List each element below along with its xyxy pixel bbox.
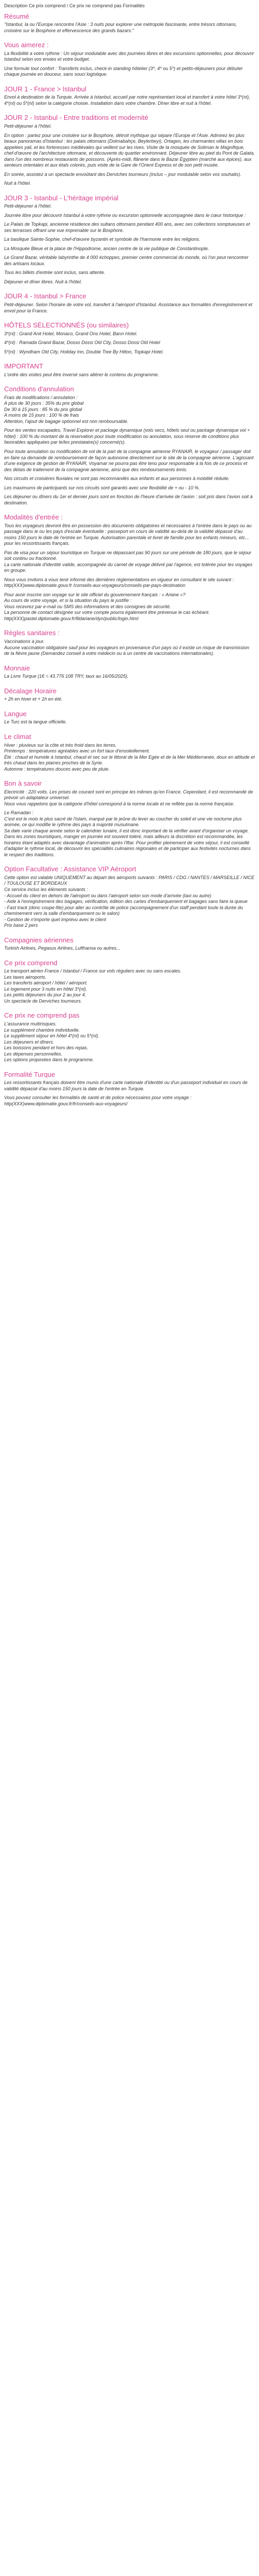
section-heading: Le climat <box>4 732 32 741</box>
section-heading: Conditions d'annulation <box>4 385 74 393</box>
section-paragraph: L'assurance multirisques. Le supplément chambre individuelle. Le supplément séjour en hôtel 4*(nl) ou 5*(nl). Les déjeuners et dîners. Les boissons pendant et hors des repas. Les dépenses personnelles. Les options proposées dans le programme. <box>4 1021 99 1063</box>
section-paragraph: Envol à destination de la Turquie. Arrivée à Istanbul, accueil par notre représentant local et transfert à votre hôtel 3*(nl), 4*(nl) ou 5*(nl) selon la catégorie choisie. Installation dans votre chambre. Dîner libre et nuit à l'hôtel. <box>4 94 250 106</box>
section-paragraph: Une formule tout confort : Transferts inclus, check-in standing hôtelier (3*, 4* ou 5*) et petits-déjeuners pour débuter chaque journée en douceur, sans souci logistique. <box>4 65 243 77</box>
section-paragraph: Pour les ventes escapades, Travel Explorer et package dynamique (vols secs, hôtels seul ou package dynamique vol + hôtel) : 100 % du montant de la réservation pour toute modification ou annulation, sous réserve de conditions plus favorables appliquées par le/les prestataire(s) concerné(s). <box>4 428 250 445</box>
section-paragraph: En option : partez pour une croisière sur le Bosphore, détroit mythique qui sépare l'Europe et l'Asie. Admirez les plus beaux panoramas d'Istanbul : les palais ottomans (Dolmabahçe, Beylerbeyi), Ortagen, les charmantes villas en bois appelées yali, et les forteresses médiévales qui veillent sur les rives. Visite de la mosquée de Soliman le Magnifique, chef-d'œuvre de l'architecture ottomane, et découverte du quartier environnant. Déjeuner libre au pied du Pont de Galata, dans l'un des nombreux restaurants de poissons. (Après-midi, flânerie dans le Bazar Égyptien (marché aux épices), aux senteurs orientales et aux étals colorés, puis visite de la Gare de l'Orient Express et de son petit musée. <box>4 132 255 168</box>
section-paragraph: Petit-déjeuner à l'hôtel. <box>4 203 52 209</box>
section-paragraph: Les ressortissants français doivent être munis d'une carte nationale d'identité ou d'un passeport individuel en cours de validité dépassé d'au moins 150 jours la date de l'entrée en Turquie. <box>4 1080 248 1091</box>
section-heading: Compagnies aériennes <box>4 936 74 944</box>
section-heading: Vous aimerez : <box>4 41 49 49</box>
section-paragraph: La Mosquée Bleue et la place de l'Hippodrome, ancien centre de la vie publique de Constantinople. <box>4 245 209 251</box>
section-heading: JOUR 3 - Istanbul - L'héritage impérial <box>4 194 119 202</box>
section-heading: Formalité Turque <box>4 1070 55 1078</box>
section-heading: Bon à savoir <box>4 779 42 788</box>
section-paragraph: Cette option est valable UNIQUEMENT au départ des aéroports suivants : PARIS / CDG / NANTES / MARSEILLE / NICE / TOULOUSE ET BORDEAUX Ce service inclus les éléments suivants : - Accueil du client en dehors de l'aéroport ou dans l'aéroport selon son mode d'arrivée (taxi ou autre) - Aide à l'enregistrement des bagages, vérification, édition des cartes d'embarquement et bagages sans faire la queue - Fast track (donc coupe-file) pour aller au contrôle de police (accompagnement d'un staff pendant toute la durée du cheminement vers la salle d'embarquement ou le salon) - Gestion de n'importe quel imprévu avec le client Prix base 2 pers <box>4 874 255 928</box>
section-paragraph: En soirée, assistez à un spectacle envoûtant des Derviches tourneurs (inclus – jour modulable selon vos souhaits). <box>4 171 241 177</box>
section-paragraph: 5*(nl) : Wyndham Old City, Holiday Inn, Double Tree By Hilton, Topkapi Hotel. <box>4 349 164 354</box>
section-paragraph: Tous les billets d'entrée sont inclus, sans attente. <box>4 270 105 276</box>
section-heading: Règles sanitaires : <box>4 629 60 637</box>
section-paragraph: La flexibilité a votre rythme : Un séjour modulable avec des journées libres et des excursions optionnelles, pour découvrir Istanbul selon vos envies et votre budget. <box>4 50 254 62</box>
section-paragraph: Turkish Airlines, Pegasus Airlines, Lufthansa ou autres... <box>4 946 121 951</box>
section-paragraph: Petit-déjeuner à l'hôtel. <box>4 124 52 129</box>
section-paragraph: Pour avoir inscrire son voyage sur le site officiel du gouvernement français : « Ariane »? Au cours de votre voyage, et si la situation du pays le justifie : Vous recevrez par e-mail ou SMS des informations et des consignes de sécurité. La personne de contact désignée sur votre compte pourra également être prévenue le cas échéant. http(XXX)pastel.diplomatie.gouv.fr/fildariane/dyn/public/login.html <box>4 592 210 621</box>
section-paragraph: Le Turc est la langue officielle. <box>4 719 67 725</box>
section-heading: JOUR 2 - Istanbul - Entre traditions et modernité <box>4 114 149 122</box>
section-paragraph: Nos circuits et croisières fluviales ne sont pas recommandés aux enfants et aux personnes à mobilité réduite. <box>4 476 230 482</box>
section-paragraph: 4*(nl) : Ramada Grand Bazar, Dosso Dossi Old City, Dosso Dossi Old Hotel <box>4 340 160 346</box>
page <box>0 0 259 1120</box>
content <box>4 12 255 1107</box>
section-paragraph: La Livre Turque (1€ = 43.776 108 TRY, taux au 16/05/2025). <box>4 674 129 679</box>
section-heading: Ce prix comprend <box>4 958 57 967</box>
section-paragraph: Pour toute annulation ou modification de vol de la part de la compagnie aérienne RYANAIR, le voyageur / passager doit en faire sa demande de remboursement de façon autonome directement sur le site de la compagnie aérienne. L'agissant d'une exigence de gestion de RYANAIR, Voyamar ne pourra pas être tenu pour responsable à la fois de ce process et des délais de traitement de la compagnie aérienne, ainsi que des remboursements émis. <box>4 449 254 472</box>
section-paragraph: Hiver : pluvieux sur la côte et très froid dans les terres. Printemps : températures agréables avec un fort taux d'ensoleillement. Été : chaud et humide à Istanbul, chaud et sec sur le littoral de la Mer Egée et de la Mer Méditerranée, doux en altitude et très chaud dans les plaines proches de la Syrie. Automne : températures douces avec peu de pluie. <box>4 742 255 772</box>
section-paragraph: Electricité : 220 volts. Les prises de courant sont en principe les mêmes qu'en France. Cependant, il est recommandé de prévoir un adaptateur universel. Nous vous rappelons que la catégorie d'hôtel correspond à la norme locale et ne reflète pas la norme française. <box>4 789 253 806</box>
section-heading: Décalage Horaire <box>4 687 57 695</box>
section-heading: IMPORTANT <box>4 362 44 371</box>
section-heading: Langue <box>4 709 27 718</box>
section-paragraph: Le Palais de Topkapi, ancienne résidence des sultans ottomans pendant 400 ans, avec ses collections somptueuses et ses terrasses offrant une vue imprenable sur le Bosphore. <box>4 222 250 233</box>
section-heading: Ce prix ne comprend pas <box>4 1011 80 1020</box>
section-paragraph: Frais de modifications / annulation : A plus de 30 jours : 35% du prix global De 30 à 15 jours : 85 % du prix global A moins de 15 jours : 100 % de frais Attention, l'ajout de bagage optionnel est non remboursable. <box>4 394 128 424</box>
section-heading: JOUR 1 - France > Istanbul <box>4 85 87 93</box>
section-paragraph: Déjeuner et dîner libres. Nuit à l'hôtel. <box>4 279 82 284</box>
section-paragraph: + 2h en hiver et + 1h en été. <box>4 696 63 702</box>
section-paragraph: L'ordre des visites peut être inversé sans altérer le contenu du programme. <box>4 372 159 377</box>
section-paragraph: Tous les voyageurs devront être en possession des documents obligatoires et nécessaires à l'entrée dans le pays ou au passage dans le ou les pays d'escale éventuelle : passeport en cours de validité au-delà de la validité dépassé d'au moins 150 jours le date de l'entrée en Turquie. Autorisation parentale et livret de famille pour les enfants mineurs, etc... pour les ressortissants français. <box>4 523 252 546</box>
section-paragraph: Vaccinations à jour. Aucune vaccination obligatoire sauf pour les voyageurs en provenance d'un pays où il existe un risque de transmission de la fièvre jaune (Demandez conseil à votre médecin ou à un centre de vaccinations internationales). <box>4 639 250 656</box>
section-heading: JOUR 4 - Istanbul > France <box>4 292 87 300</box>
section-paragraph: Le Grand Bazar, véritable labyrinthe de 4 000 échoppes, premier centre commercial du monde, où l'on peut rencontrer des artisans locaux. <box>4 255 249 266</box>
section-paragraph: Nous vous invitons à vous tenir informé des dernières réglementations en vigueur en consultant le site suivant : http(XXX)www.diplomatie.gouv.fr /conseils-aux-voyageurs/conseils-par-pays-destination <box>4 577 234 588</box>
section-paragraph: Les déjeuner ou dîners du 1er et dernier jours sont en fonction de l'heure d'arrivée de l'avion : soit pris dans l'avion soit à destination. <box>4 494 253 505</box>
section-heading: HÔTELS SÉLECTIONNÉS (ou similaires) <box>4 321 129 330</box>
section-paragraph: Les maximums de participants sur nos circuits sont garantis avec une flexibilité de + ou - 10 %. <box>4 485 200 490</box>
section-paragraph: Petit-déjeuner. Selon l'horaire de votre vol, transfert à l'aéroport d'Istanbul. Assistance aux formalités d'enregistrement et envol pour la France. <box>4 302 252 313</box>
section-paragraph: 3*(nl) : Grand Anit Hotel, Monaco, Grand Ons Hotel, Barın Hotel. <box>4 331 138 336</box>
section-heading: Modalités d'entrée : <box>4 513 63 522</box>
section-paragraph: Pas de visa pour un séjour touristique en Turquie ne dépassant pas 90 jours sur une période de 180 jours, que le séjour soit continu ou fractionné. La carte nationale d'identité valide, accompagnée du carnet de voyage délivré par l'agence, est tolérée pour les voyages en groupe. <box>4 550 253 573</box>
section-heading: Option Facultative : Assistance VIP Aéroport <box>4 865 136 873</box>
section-paragraph: Journée libre pour découvrir Istanbul à votre rythme ou excursion optionnelle accompagnée dans le cœur historique : <box>4 212 246 218</box>
section-heading: Monnaie <box>4 664 30 672</box>
section-heading: Résumé <box>4 12 30 20</box>
section-paragraph: Le Ramadan : C'est est le mois le plus sacré de l'islam, marqué par le jeûne du lever au coucher du soleil et une vie nocturne plus animée, ce qui modifie le rythme des pays à majorité musulmane. Sa date varie chaque année selon le calendrier lunaire, il est donc important de la vérifier avant d'organiser un voyage. Dans les zones touristiques, manger en journée est souvent toléré, mais ailleurs la discrétion est recommandée, les horaires étant adaptés avec davantage d'animation après l'iftar. Pour profiter pleinement de votre séjour, il est conseillé d'adapter le rythme local, de découvrir les spécialités culinaires régionales et de participer aux festivités nocturnes dans le respect des traditions. <box>4 810 251 857</box>
section-paragraph: Nuit à l'hôtel. <box>4 181 31 186</box>
section-paragraph: Le transport aérien France / Istanbul / France sur vols réguliers avec ou sans escales. Les taxes aéroports. Les transferts aéroport / hôtel / aéroport. Le logement pour 3 nuits en hôtel 3*(nl). Les petits déjeuners du jour 2 au jour 4. Un spectacle de Derviches tourneurs. <box>4 968 182 1004</box>
tabs-line: Description Ce prix comprend / Ce prix ne comprend pas Formalités <box>4 3 145 8</box>
section-paragraph: Vous pouvez consulter les formalités de santé et de police nécessaires pour votre voyage : http(XXX)www.diplomatie.gouv.fr/fr/conseils-aux-voyageurs/ <box>4 1095 192 1106</box>
section-paragraph: La basilique Sainte-Sophie, chef-d'œuvre byzantin et symbole de l'harmonie entre les religions. <box>4 237 200 242</box>
section-paragraph: "Istanbul, la ou l'Europe rencontre l'Asie : 3 nuits pour explorer une métropole fascinante, entre trésors ottomans, croisière sur le Bosphore et effervescence des grands bazars." <box>4 22 237 33</box>
